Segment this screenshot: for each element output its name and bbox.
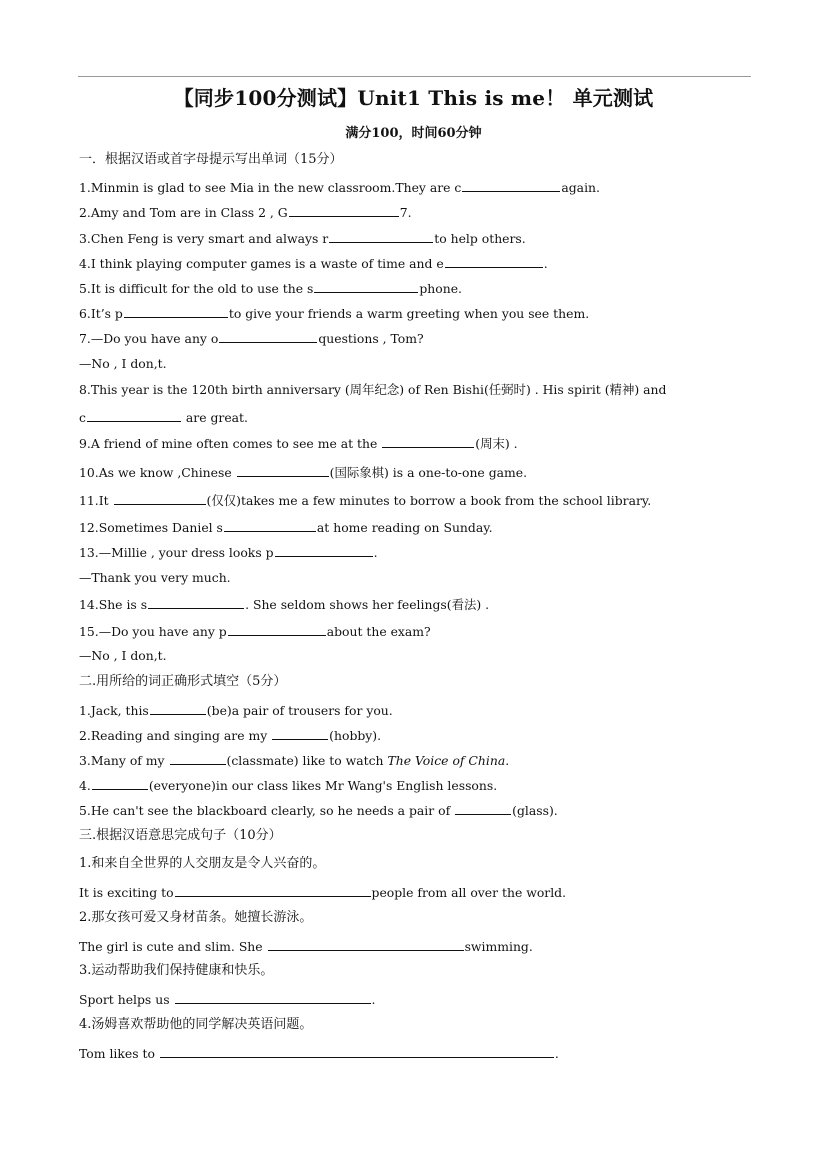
section-3-heading: 三.根据汉语意思完成句子（10分） [79,828,282,843]
answer-blank[interactable] [170,752,226,765]
answer-blank[interactable] [329,230,433,243]
page-subtitle: 满分100，时间60分钟 [345,126,482,141]
page-title: 【同步100分测试】Unit1 This is me！ 单元测试 [173,86,654,110]
question-1-5: 5.It is difficult for the old to use the s phone. [79,281,462,296]
answer-blank[interactable] [124,305,228,318]
section-1-heading: 一．根据汉语或首字母提示写出单词（15分） [79,152,343,167]
question-1-15: 15.—Do you have any p about the exam? [79,624,431,639]
question-2-3: 3.Many of my (classmate) like to watch The Voice of China. [79,753,510,768]
answer-blank[interactable] [224,519,316,532]
question-1-9: 9.A friend of mine often comes to see me at the (周末) . [79,436,518,451]
reply-1-15: —No , I don,t. [79,648,167,663]
section-2-heading: 二.用所给的词正确形式填空（5分） [79,674,287,689]
answer-blank[interactable] [314,280,418,293]
answer-blank[interactable] [148,596,244,609]
answer-blank[interactable] [237,464,329,477]
question-1-13: 13.—Millie , your dress looks p . [79,545,378,560]
answer-blank[interactable] [114,492,206,505]
reply-1-13: —Thank you very much. [79,570,231,585]
answer-blank[interactable] [445,255,543,268]
answer-blank[interactable] [219,330,317,343]
question-1-4: 4.I think playing computer games is a waste of time and e . [79,256,548,271]
question-2-4: 4. (everyone)in our class likes Mr Wang's English lessons. [79,778,498,793]
answer-blank[interactable] [272,727,328,740]
question-3-4-cn: 4.汤姆喜欢帮助他的同学解决英语问题。 [79,1017,313,1032]
question-1-3: 3.Chen Feng is very smart and always r to help others. [79,231,526,246]
reply-1-7: —No , I don,t. [79,356,167,371]
answer-blank[interactable] [175,884,371,897]
question-3-1-cn: 1.和来自全世界的人交朋友是令人兴奋的。 [79,856,326,871]
answer-blank[interactable] [382,435,474,448]
question-3-2-cn: 2.那女孩可爱又身材苗条。她擅长游泳。 [79,910,313,925]
question-2-2: 2.Reading and singing are my (hobby). [79,728,382,743]
question-3-3: Sport helps us . [79,992,376,1007]
answer-blank[interactable] [92,777,148,790]
answer-blank[interactable] [289,204,399,217]
answer-blank[interactable] [268,938,464,951]
answer-blank[interactable] [175,991,371,1004]
question-1-1: 1.Minmin is glad to see Mia in the new classroom.They are c again. [79,180,600,195]
question-3-4: Tom likes to . [79,1046,559,1061]
question-1-8: 8.This year is the 120th birth anniversary (周年纪念) of Ren Bishi(任弼时) . His spirit (精神) and [79,382,667,397]
answer-blank[interactable] [150,702,206,715]
question-1-7: 7.—Do you have any o questions , Tom? [79,331,424,346]
answer-blank[interactable] [87,409,181,422]
answer-blank[interactable] [228,623,326,636]
question-2-1: 1.Jack, this (be)a pair of trousers for you. [79,703,393,718]
question-1-6: 6.It’s p to give your friends a warm greeting when you see them. [79,306,590,321]
answer-blank[interactable] [462,179,560,192]
question-2-5: 5.He can't see the blackboard clearly, so he needs a pair of (glass). [79,803,558,818]
question-3-1: It is exciting to people from all over the world. [79,885,567,900]
answer-blank[interactable] [160,1045,554,1058]
question-1-11: 11.It (仅仅)takes me a few minutes to borrow a book from the school library. [79,493,652,508]
answer-blank[interactable] [455,802,511,815]
question-1-8-cont: c are great. [79,410,248,425]
question-1-2: 2.Amy and Tom are in Class 2 , G 7. [79,205,412,220]
question-1-12: 12.Sometimes Daniel s at home reading on Sunday. [79,520,493,535]
answer-blank[interactable] [275,544,373,557]
question-1-10: 10.As we know ,Chinese (国际象棋) is a one-to-one game. [79,465,528,480]
question-3-2: The girl is cute and slim. She swimming. [79,939,533,954]
question-3-3-cn: 3.运动帮助我们保持健康和快乐。 [79,963,274,978]
question-1-14: 14.She is s . She seldom shows her feelings(看法) . [79,597,490,612]
top-rule [78,76,751,77]
